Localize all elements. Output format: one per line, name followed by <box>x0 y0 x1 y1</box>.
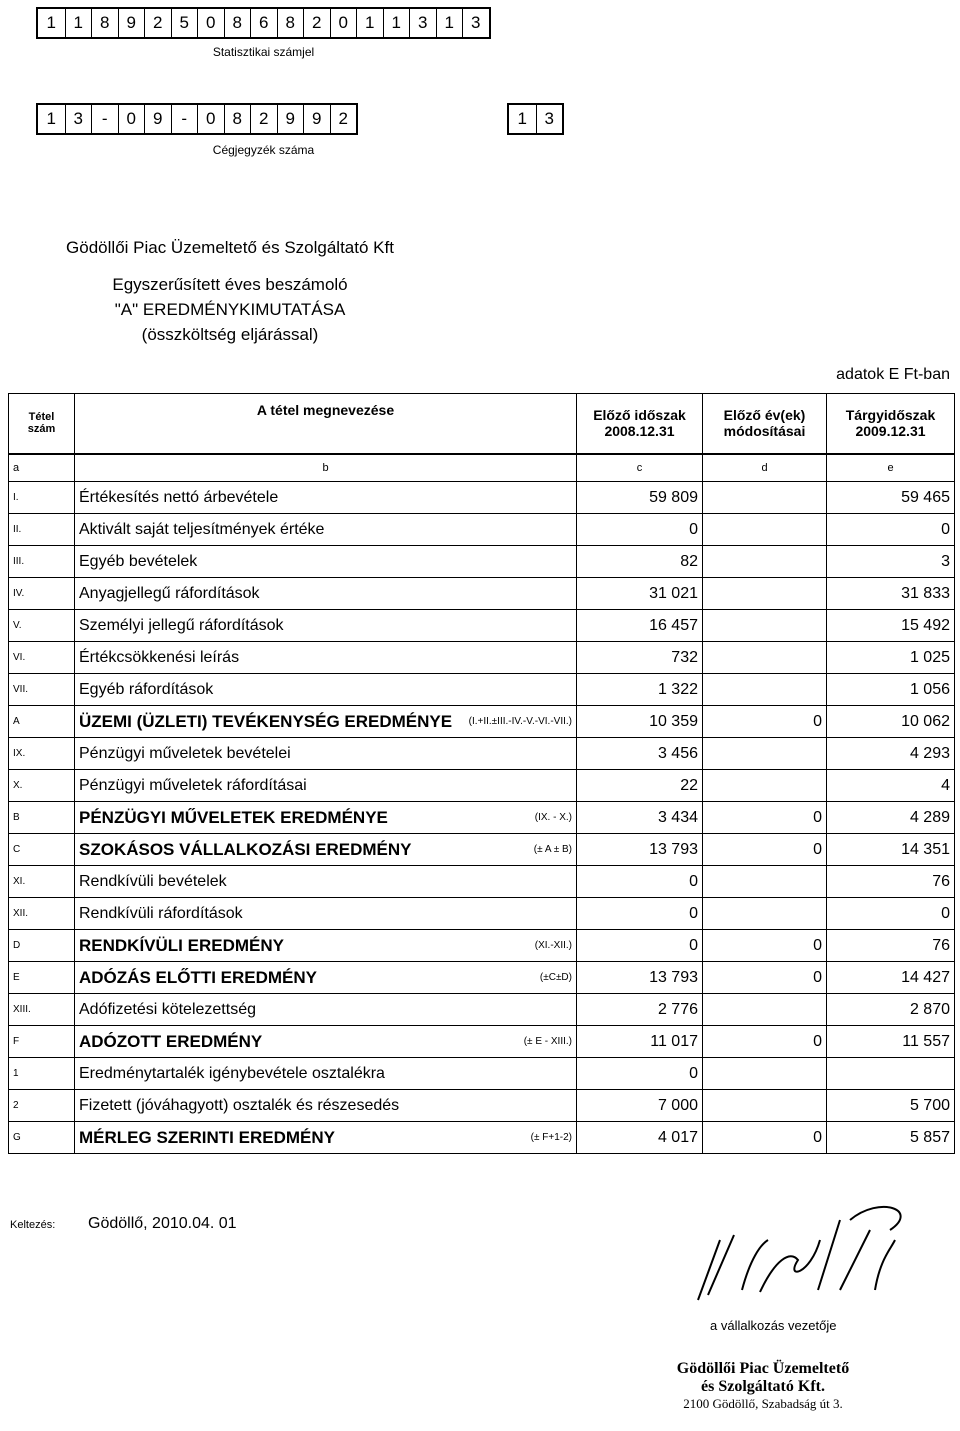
row-name: Pénzügyi műveletek ráfordításai <box>75 770 407 802</box>
stat-code-digit: 6 <box>250 9 277 37</box>
row-modification-value <box>703 738 827 770</box>
signature <box>690 1200 920 1310</box>
row-name: Személyi jellegű ráfordítások <box>75 610 407 642</box>
reg-number-suffix-digit: 1 <box>517 109 527 128</box>
row-modification-value <box>703 1090 827 1122</box>
row-modification-value: 0 <box>703 706 827 738</box>
reg-number-suffix-boxes <box>507 103 564 135</box>
letter-b: b <box>75 454 577 482</box>
row-code: VI. <box>9 642 75 674</box>
row-name: ÜZEMI (ÜZLETI) TEVÉKENYSÉG EREDMÉNYE <box>75 706 407 738</box>
row-modification-value: 0 <box>703 1122 827 1154</box>
stat-code-digit: 0 <box>197 9 224 37</box>
stat-code-digit: 3 <box>462 9 489 37</box>
income-statement-table <box>8 393 955 1154</box>
row-code: A <box>9 706 75 738</box>
row-code: I. <box>9 482 75 514</box>
row-code: IX. <box>9 738 75 770</box>
row-previous-value: 13 793 <box>577 962 703 994</box>
row-code: F <box>9 1026 75 1058</box>
row-name: Rendkívüli bevételek <box>75 866 407 898</box>
row-previous-value: 16 457 <box>577 610 703 642</box>
signer-label: a vállalkozás vezetője <box>710 1318 837 1333</box>
row-previous-value: 732 <box>577 642 703 674</box>
row-modification-value <box>703 546 827 578</box>
reg-number-digit: 0 <box>197 105 224 133</box>
stat-code-digit: 3 <box>409 9 436 37</box>
row-previous-value: 10 359 <box>577 706 703 738</box>
row-previous-value: 0 <box>577 1058 703 1090</box>
row-formula <box>407 642 577 674</box>
stat-code-digit: 1 <box>436 9 463 37</box>
row-modification-value <box>703 674 827 706</box>
row-modification-value <box>703 482 827 514</box>
table-row <box>9 482 955 514</box>
row-previous-value: 4 017 <box>577 1122 703 1154</box>
reg-number-digit: - <box>171 105 198 133</box>
row-modification-value <box>703 642 827 674</box>
row-name: Értékcsökkenési leírás <box>75 642 407 674</box>
row-name: Eredménytartalék igénybevétele osztalékra <box>75 1058 407 1090</box>
row-current-value: 4 293 <box>827 738 955 770</box>
row-previous-value: 0 <box>577 898 703 930</box>
row-previous-value: 11 017 <box>577 1026 703 1058</box>
row-previous-value: 0 <box>577 514 703 546</box>
row-name: MÉRLEG SZERINTI EREDMÉNY <box>75 1122 407 1154</box>
row-previous-value: 0 <box>577 866 703 898</box>
company-stamp <box>648 1360 878 1412</box>
company-name: Gödöllői Piac Üzemeltető és Szolgáltató Kft <box>66 238 394 257</box>
row-modification-value: 0 <box>703 930 827 962</box>
row-name: Rendkívüli ráfordítások <box>75 898 407 930</box>
report-title-1: Egyszerűsített éves beszámoló <box>112 275 348 294</box>
stamp-line-1: Gödöllői Piac Üzemeltető <box>676 1360 850 1377</box>
table-row <box>9 546 955 578</box>
row-code: E <box>9 962 75 994</box>
reg-number-boxes <box>36 103 358 135</box>
row-current-value: 2 870 <box>827 994 955 1026</box>
units-note: adatok E Ft-ban <box>836 366 950 383</box>
row-modification-value <box>703 578 827 610</box>
table-row <box>9 898 955 930</box>
row-code: II. <box>9 514 75 546</box>
row-name: Pénzügyi műveletek bevételei <box>75 738 407 770</box>
row-modification-value <box>703 514 827 546</box>
row-name: SZOKÁSOS VÁLLALKOZÁSI EREDMÉNY <box>75 834 407 866</box>
row-modification-value <box>703 994 827 1026</box>
row-code: V. <box>9 610 75 642</box>
row-formula <box>407 1058 577 1090</box>
row-name: Anyagjellegű ráfordítások <box>75 578 407 610</box>
row-modification-value <box>703 770 827 802</box>
row-code: XIII. <box>9 994 75 1026</box>
letter-d: d <box>703 454 827 482</box>
letter-c: c <box>577 454 703 482</box>
table-row <box>9 578 955 610</box>
table-row <box>9 866 955 898</box>
row-formula: (XI.-XII.) <box>407 930 577 962</box>
letter-row <box>9 454 955 482</box>
reg-number-digit: 2 <box>250 105 277 133</box>
row-formula <box>407 1090 577 1122</box>
stat-code-boxes <box>36 7 491 39</box>
table-row <box>9 1090 955 1122</box>
reg-number-digit: 3 <box>65 105 92 133</box>
stat-code-caption: Statisztikai számjel <box>212 45 315 59</box>
header-row <box>9 394 955 454</box>
reg-number-digit: 9 <box>277 105 304 133</box>
report-title-3: (összköltség eljárással) <box>141 325 319 344</box>
row-formula <box>407 898 577 930</box>
row-name: ADÓZOTT EREDMÉNY <box>75 1026 407 1058</box>
reg-number-digit: 2 <box>330 105 357 133</box>
row-code: III. <box>9 546 75 578</box>
row-name: ADÓZÁS ELŐTTI EREDMÉNY <box>75 962 407 994</box>
table-row <box>9 930 955 962</box>
row-formula <box>407 546 577 578</box>
row-code: IV. <box>9 578 75 610</box>
row-previous-value: 13 793 <box>577 834 703 866</box>
row-code: C <box>9 834 75 866</box>
row-formula <box>407 578 577 610</box>
row-code: 1 <box>9 1058 75 1090</box>
table-row <box>9 834 955 866</box>
table-row <box>9 962 955 994</box>
row-formula <box>407 770 577 802</box>
table-row <box>9 738 955 770</box>
row-name: Aktivált saját teljesítmények értéke <box>75 514 407 546</box>
row-code: D <box>9 930 75 962</box>
stat-code-digit: 2 <box>303 9 330 37</box>
row-current-value: 76 <box>827 930 955 962</box>
stat-code-digit: 2 <box>144 9 171 37</box>
row-previous-value: 59 809 <box>577 482 703 514</box>
stamp-line-3: 2100 Gödöllő, Szabadság út 3. <box>683 1396 843 1411</box>
reg-number-caption: Cégjegyzék száma <box>212 143 315 157</box>
row-formula: (IX. - X.) <box>407 802 577 834</box>
row-code: 2 <box>9 1090 75 1122</box>
row-code: B <box>9 802 75 834</box>
row-name: PÉNZÜGYI MŰVELETEK EREDMÉNYE <box>75 802 407 834</box>
header-item-name: A tétel megnevezése <box>75 394 577 454</box>
table-row <box>9 610 955 642</box>
table-row <box>9 706 955 738</box>
row-current-value: 3 <box>827 546 955 578</box>
table-row <box>9 674 955 706</box>
row-modification-value <box>703 1058 827 1090</box>
row-current-value <box>827 1058 955 1090</box>
row-current-value: 4 <box>827 770 955 802</box>
table-row <box>9 1058 955 1090</box>
reg-number-suffix-digit: 3 <box>536 105 563 133</box>
table-row <box>9 802 955 834</box>
table-row <box>9 1122 955 1154</box>
row-formula: (± E - XIII.) <box>407 1026 577 1058</box>
row-modification-value <box>703 610 827 642</box>
row-formula <box>407 738 577 770</box>
row-current-value: 59 465 <box>827 482 955 514</box>
row-previous-value: 2 776 <box>577 994 703 1026</box>
row-current-value: 76 <box>827 866 955 898</box>
row-current-value: 0 <box>827 898 955 930</box>
row-current-value: 0 <box>827 514 955 546</box>
row-current-value: 15 492 <box>827 610 955 642</box>
row-previous-value: 1 322 <box>577 674 703 706</box>
row-code: VII. <box>9 674 75 706</box>
row-name: Egyéb ráfordítások <box>75 674 407 706</box>
table-row <box>9 1026 955 1058</box>
reg-number-digit: 0 <box>118 105 145 133</box>
row-formula: (± F+1-2) <box>407 1122 577 1154</box>
stat-code-digit: 1 <box>65 9 92 37</box>
date-label: Keltezés: <box>10 1219 56 1231</box>
header-current-period: Tárgyidőszak 2009.12.31 <box>827 394 955 454</box>
row-previous-value: 3 456 <box>577 738 703 770</box>
row-previous-value: 7 000 <box>577 1090 703 1122</box>
row-name: Egyéb bevételek <box>75 546 407 578</box>
row-modification-value <box>703 898 827 930</box>
row-modification-value <box>703 866 827 898</box>
report-title-2: "A" EREDMÉNYKIMUTATÁSA <box>114 300 346 319</box>
row-current-value: 11 557 <box>827 1026 955 1058</box>
row-modification-value: 0 <box>703 834 827 866</box>
row-modification-value: 0 <box>703 802 827 834</box>
header-modifications: Előző év(ek) módosításai <box>703 394 827 454</box>
reg-number-digit: 9 <box>303 105 330 133</box>
row-formula <box>407 482 577 514</box>
table-row <box>9 770 955 802</box>
row-current-value: 14 351 <box>827 834 955 866</box>
row-modification-value: 0 <box>703 1026 827 1058</box>
row-current-value: 4 289 <box>827 802 955 834</box>
row-previous-value: 3 434 <box>577 802 703 834</box>
row-previous-value: 22 <box>577 770 703 802</box>
stat-code-digit: 1 <box>356 9 383 37</box>
stat-code-digit: 8 <box>277 9 304 37</box>
table-row <box>9 642 955 674</box>
row-code: XII. <box>9 898 75 930</box>
table-row <box>9 994 955 1026</box>
stat-code-digit: 8 <box>224 9 251 37</box>
stat-code-digit: 0 <box>330 9 357 37</box>
place-date: Gödöllő, 2010.04. 01 <box>88 1215 237 1232</box>
row-name: Fizetett (jóváhagyott) osztalék és részesedés <box>75 1090 407 1122</box>
row-name: Értékesítés nettó árbevétele <box>75 482 407 514</box>
letter-a: a <box>9 454 75 482</box>
row-formula <box>407 610 577 642</box>
reg-number-digit: - <box>91 105 118 133</box>
row-current-value: 5 700 <box>827 1090 955 1122</box>
stat-code-digit: 5 <box>171 9 198 37</box>
row-code: XI. <box>9 866 75 898</box>
stat-code-digit: 9 <box>118 9 145 37</box>
row-current-value: 5 857 <box>827 1122 955 1154</box>
row-previous-value: 31 021 <box>577 578 703 610</box>
row-formula <box>407 866 577 898</box>
stamp-line-2: és Szolgáltató Kft. <box>701 1378 825 1395</box>
row-previous-value: 82 <box>577 546 703 578</box>
row-current-value: 31 833 <box>827 578 955 610</box>
row-formula <box>407 514 577 546</box>
row-current-value: 10 062 <box>827 706 955 738</box>
row-name: RENDKÍVÜLI EREDMÉNY <box>75 930 407 962</box>
row-current-value: 1 056 <box>827 674 955 706</box>
row-formula: (I.+II.±III.-IV.-V.-VI.-VII.) <box>407 706 577 738</box>
row-formula: (± A ± B) <box>407 834 577 866</box>
row-code: X. <box>9 770 75 802</box>
row-code: G <box>9 1122 75 1154</box>
row-previous-value: 0 <box>577 930 703 962</box>
row-modification-value: 0 <box>703 962 827 994</box>
row-current-value: 1 025 <box>827 642 955 674</box>
header-item-number: Tétel szám <box>9 394 75 454</box>
reg-number-digit: 8 <box>224 105 251 133</box>
stat-code-digit: 8 <box>91 9 118 37</box>
reg-number-digit: 1 <box>46 109 56 128</box>
letter-e: e <box>827 454 955 482</box>
table-row <box>9 514 955 546</box>
row-formula <box>407 994 577 1026</box>
row-formula: (±C±D) <box>407 962 577 994</box>
stat-code-digit: 1 <box>46 13 56 32</box>
header-previous-period: Előző időszak 2008.12.31 <box>577 394 703 454</box>
stat-code-digit: 1 <box>383 9 410 37</box>
reg-number-digit: 9 <box>144 105 171 133</box>
row-name: Adófizetési kötelezettség <box>75 994 407 1026</box>
row-formula <box>407 674 577 706</box>
row-current-value: 14 427 <box>827 962 955 994</box>
